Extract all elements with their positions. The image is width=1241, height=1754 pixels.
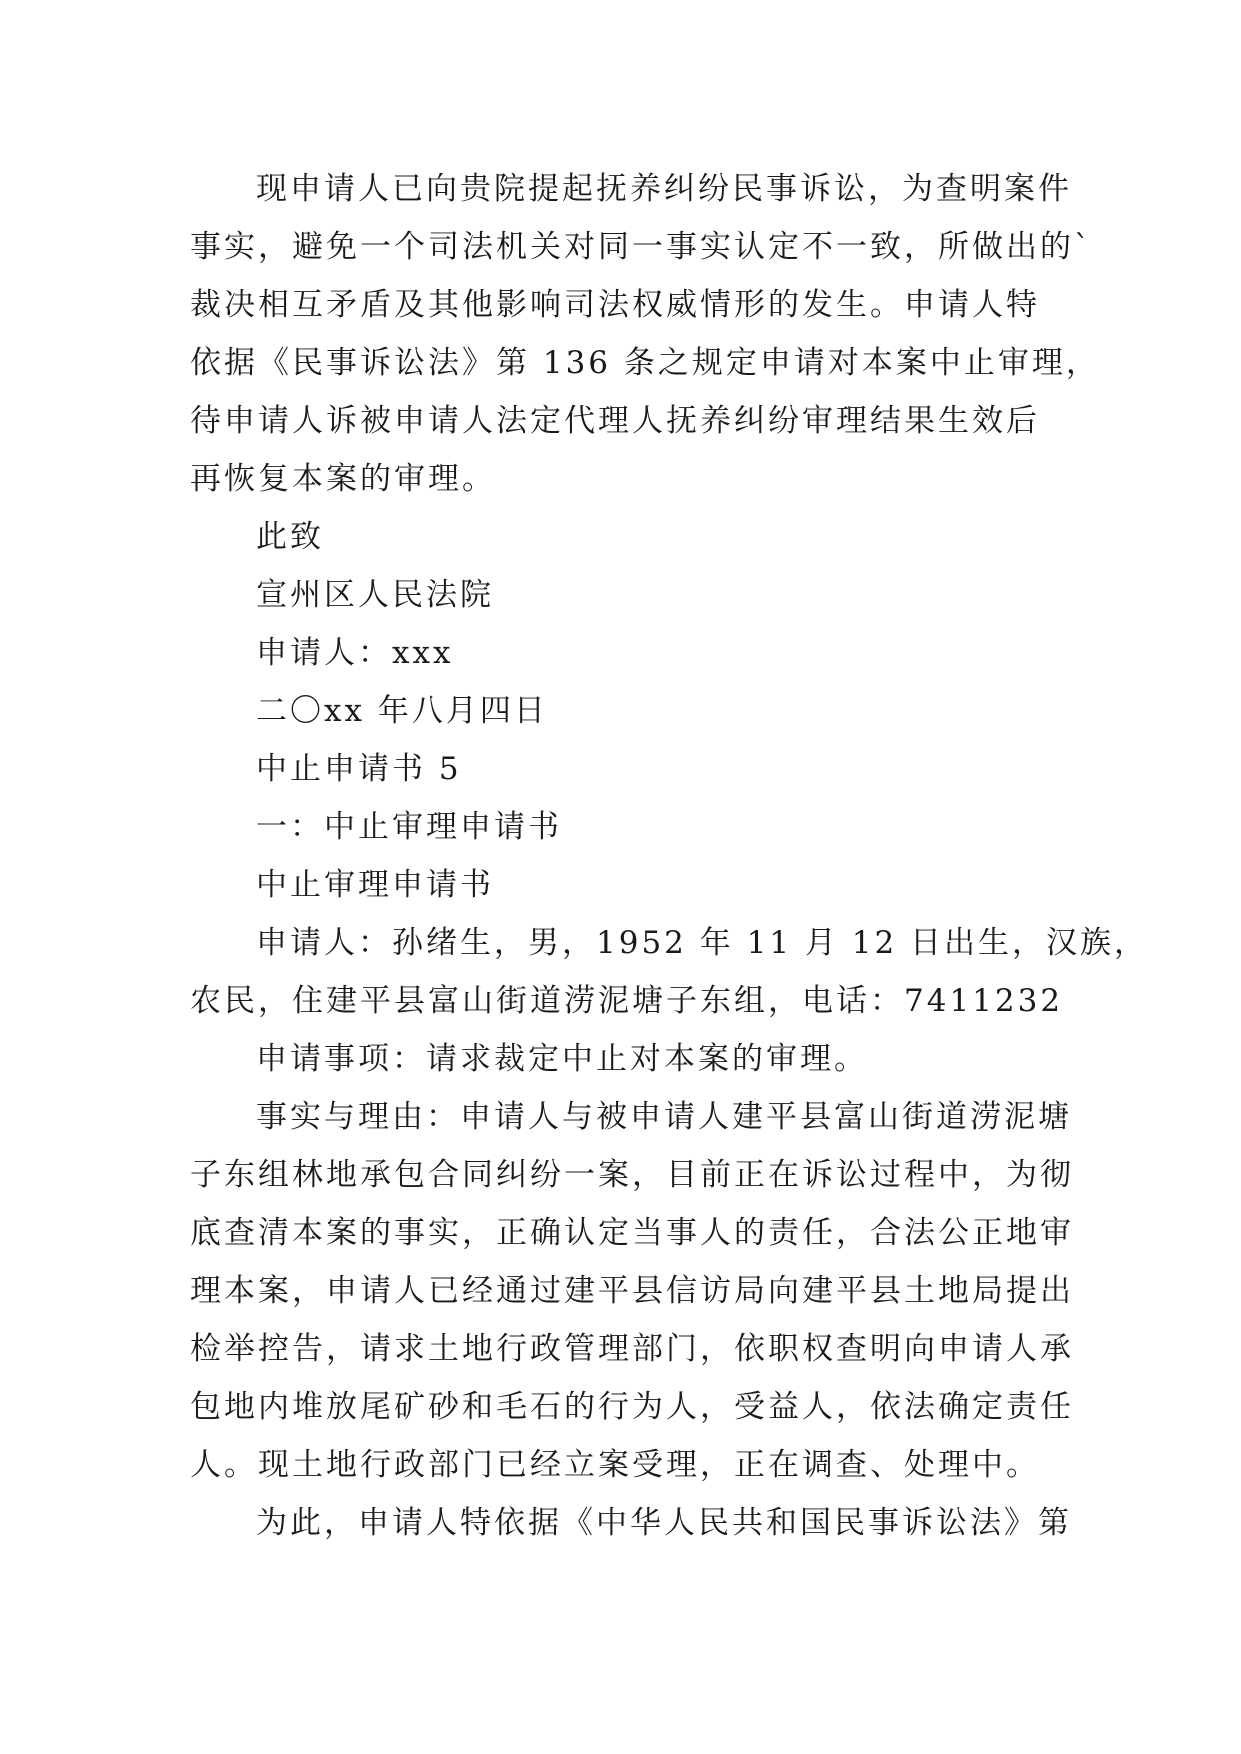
document-page	[190, 160, 1149, 1552]
text-line: 申请人：xxx	[256, 635, 454, 671]
text-line: 待申请人诉被申请人法定代理人抚养纠纷审理结果生效后	[190, 403, 1040, 439]
text-line: 一：中止审理申请书	[256, 809, 562, 845]
text-line: 包地内堆放尾矿砂和毛石的行为人，受益人，依法确定责任	[190, 1389, 1074, 1425]
text-line: 子东组林地承包合同纠纷一案，目前正在诉讼过程中，为彻	[190, 1157, 1074, 1193]
text-line: 此致	[256, 519, 324, 555]
text-line: 人。现土地行政部门已经立案受理，正在调查、处理中。	[190, 1447, 1040, 1483]
text-line: 事实，避免一个司法机关对同一事实认定不一致，所做出的`	[190, 229, 1093, 265]
text-line: 依据《民事诉讼法》第 136 条之规定申请对本案中止审理，	[190, 345, 1100, 381]
text-line: 中止申请书 5	[256, 751, 462, 787]
text-line: 申请人：孙绪生，男，1952 年 11 月 12 日出生，汉族，	[256, 925, 1149, 961]
text-line: 中止审理申请书	[256, 867, 494, 903]
text-line: 二〇xx 年八月四日	[256, 693, 548, 729]
text-line: 再恢复本案的审理。	[190, 461, 496, 497]
text-line: 农民，住建平县富山街道涝泥塘子东组，电话：7411232	[190, 983, 1064, 1019]
text-line: 现申请人已向贵院提起抚养纠纷民事诉讼，为查明案件	[256, 171, 1072, 207]
text-line: 检举控告，请求土地行政管理部门，依职权查明向申请人承	[190, 1331, 1074, 1367]
text-line: 底查清本案的事实，正确认定当事人的责任，合法公正地审	[190, 1215, 1074, 1251]
text-line: 申请事项：请求裁定中止对本案的审理。	[256, 1041, 868, 1077]
text-line: 宣州区人民法院	[256, 577, 494, 613]
text-line: 为此，申请人特依据《中华人民共和国民事诉讼法》第	[256, 1505, 1072, 1541]
text-line: 事实与理由：申请人与被申请人建平县富山街道涝泥塘	[256, 1099, 1072, 1135]
text-line: 裁决相互矛盾及其他影响司法权威情形的发生。申请人特	[190, 287, 1040, 323]
document-body	[190, 160, 1149, 1552]
text-line: 理本案，申请人已经通过建平县信访局向建平县土地局提出	[190, 1273, 1074, 1309]
